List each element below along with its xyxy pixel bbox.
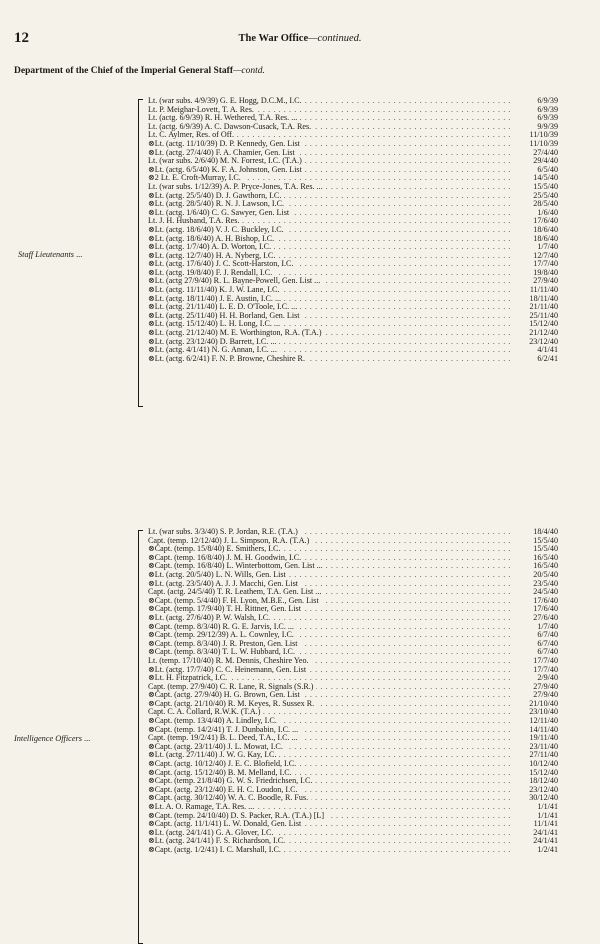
list-entry: [148, 614, 558, 623]
list-entry: [148, 183, 558, 192]
list-entry: [148, 597, 558, 606]
entry-name: ⊗Capt. (temp. 16/8/40) L. Winterbottom, Gen. List ...: [148, 562, 326, 571]
entry-name: ⊗Lt. (actg. 11/10/39) D. P. Kennedy, Gen. List: [148, 140, 303, 149]
entry-date: 15/5/40: [514, 545, 558, 554]
list-entry: [148, 648, 558, 657]
entry-date: 1/1/41: [514, 803, 558, 812]
list-entry: [148, 114, 558, 123]
entry-date: 11/11/40: [514, 286, 558, 295]
group-brace: [138, 530, 143, 944]
list-entry: [148, 691, 558, 700]
entry-name: ⊗Lt. (actg. 11/11/40) K. J. W. Lane, I.C.: [148, 286, 282, 295]
entry-name: ⊗Lt. (actg. 1/7/40) A. D. Worton, I.C.: [148, 243, 274, 252]
list-entry: [148, 200, 558, 209]
entry-name: ⊗Lt. (actg. 21/11/40) L. E. D. O'Toole, I.C. ...: [148, 303, 300, 312]
list-entry: [148, 777, 558, 786]
list-entry: [148, 545, 558, 554]
entry-name: ⊗Lt. (actg. 24/1/41) F. S. Richardson, I.C.: [148, 837, 288, 846]
list-entry: [148, 252, 558, 261]
entry-date: 25/11/40: [514, 312, 558, 321]
list-entry: [148, 355, 558, 364]
entry-date: 20/5/40: [514, 571, 558, 580]
list-entry: [148, 226, 558, 235]
entry-name: Capt. C. A. Collard, R.W.K. (T.A.): [148, 708, 263, 717]
entry-date: 21/12/40: [514, 329, 558, 338]
entry-name: ⊗Capt. (temp. 29/12/39) A. L. Cownley, I.C.: [148, 631, 297, 640]
entry-date: 15/5/40: [514, 537, 558, 546]
list-entry: [148, 829, 558, 838]
running-title-text: The War Office: [238, 33, 309, 44]
entry-name: ⊗Lt. (actg. 12/7/40) H. A. Nyberg, I.C.: [148, 252, 278, 261]
entry-name: ⊗Capt. (actg. 21/10/40) R. M. Keyes, R. Sussex R.: [148, 700, 317, 709]
entry-date: 11/10/39: [514, 131, 558, 140]
entry-name: ⊗Capt. (actg. 15/12/40) B. M. Melland, I.C.: [148, 769, 295, 778]
entry-date: 27/11/40: [514, 751, 558, 760]
list-entry: [148, 751, 558, 760]
list-entry: [148, 623, 558, 632]
list-entry: [148, 726, 558, 735]
list-entry: [148, 338, 558, 347]
entry-date: 17/7/40: [514, 260, 558, 269]
entry-date: 18/12/40: [514, 777, 558, 786]
entry-date: 27/4/40: [514, 149, 558, 158]
entry-name: ⊗Capt. (temp. 24/10/40) D. S. Packer, R.A. (T.A.) [L]: [148, 812, 327, 821]
list-entry: [148, 320, 558, 329]
department-heading-text: Department of the Chief of the Imperial General Staff: [14, 66, 233, 76]
entry-date: 27/6/40: [514, 614, 558, 623]
entry-name: ⊗Lt. (actg. 15/12/40) L. H. Long, I.C. ...: [148, 320, 283, 329]
list-entry: [148, 243, 558, 252]
entry-name: Capt. (temp. 27/9/40) C. R. Lane, R. Signals (S.R.): [148, 683, 316, 692]
entry-name: ⊗Lt. (actg. 27/4/40) F. A. Chamier, Gen. List: [148, 149, 298, 158]
group-label-leader: ...: [76, 250, 83, 259]
entry-name: Lt. P. Meighar-Lovett, T. A. Res.: [148, 106, 257, 115]
staff-lieutenants-list: [148, 97, 558, 363]
list-entry: [148, 683, 558, 692]
page-number: 12: [14, 30, 29, 46]
group-brace: [138, 99, 143, 407]
entry-date: 23/12/40: [514, 338, 558, 347]
running-title: [0, 33, 600, 44]
list-entry: [148, 708, 558, 717]
entry-name: Capt. (actg. 24/5/40) T. R. Leathem, T.A. Gen. List ...: [148, 588, 324, 597]
intelligence-officers-list: [148, 528, 558, 855]
entry-date: 17/6/40: [514, 597, 558, 606]
entry-name: ⊗Lt. (actg. 17/7/40) C. C. Heinemann, Gen. List: [148, 666, 309, 675]
entry-name: ⊗Capt. (temp. 5/4/40) F. H. Lyon, M.B.E., Gen. List: [148, 597, 322, 606]
entry-name: ⊗Lt. (actg. 18/11/40) J. E. Austin, I.C. ...: [148, 295, 284, 304]
list-entry: [148, 149, 558, 158]
list-entry: [148, 346, 558, 355]
entry-name: ⊗Capt. (actg. 30/12/40) W. A. C. Boodle, R. Fus.: [148, 794, 311, 803]
list-entry: [148, 97, 558, 106]
entry-name: ⊗Lt. (actg. 23/5/40) A. J. J. Macchi, Gen. List: [148, 580, 301, 589]
entry-date: 24/1/41: [514, 837, 558, 846]
list-entry: [148, 820, 558, 829]
list-entry: [148, 235, 558, 244]
entry-name: Lt. (war subs. 3/3/40) S. P. Jordan, R.E. (T.A.): [148, 528, 301, 537]
entry-name: Lt. (actg. 6/9/39) R. H. Wethered, T.A. Res. ...: [148, 114, 300, 123]
list-entry: [148, 277, 558, 286]
entry-date: 9/9/39: [514, 123, 558, 132]
entry-date: 15/12/40: [514, 320, 558, 329]
list-entry: [148, 329, 558, 338]
entry-date: 17/6/40: [514, 605, 558, 614]
entry-name: ⊗Lt. A. O. Ramage, T.A. Res. ...: [148, 803, 257, 812]
list-entry: [148, 666, 558, 675]
entry-name: ⊗Capt. (temp. 8/3/40) R. G. E. Jarvis, I.C. ...: [148, 623, 297, 632]
list-entry: [148, 131, 558, 140]
entry-name: ⊗Lt. (actg. 17/6/40) J. C. Scott-Harston, I.C.: [148, 260, 296, 269]
entry-date: 11/10/39: [514, 140, 558, 149]
entry-date: 23/11/40: [514, 743, 558, 752]
entry-name: ⊗Lt. (actg. 21/12/40) M. E. Worthington, R.A. (T.A.): [148, 329, 325, 338]
entry-name: ⊗Capt. (temp. 16/8/40) J. M. H. Goodwin, I.C.: [148, 554, 304, 563]
list-entry: [148, 106, 558, 115]
list-entry: [148, 760, 558, 769]
entry-date: 21/10/40: [514, 700, 558, 709]
list-entry: [148, 846, 558, 855]
department-heading: [14, 66, 265, 76]
entry-date: 27/9/40: [514, 277, 558, 286]
entry-date: 6/5/40: [514, 166, 558, 175]
entry-date: 1/6/40: [514, 209, 558, 218]
entry-name: ⊗Lt. (actg. 20/5/40) L. N. Wills, Gen. List: [148, 571, 289, 580]
list-entry: [148, 192, 558, 201]
list-entry: [148, 571, 558, 580]
entry-name: ⊗Lt. (actg. 27/6/40) P. W. Walsh, I.C.: [148, 614, 273, 623]
entry-date: 29/4/40: [514, 157, 558, 166]
entry-name: ⊗Lt. (actg. 23/12/40) D. Barrett, I.C. ...: [148, 338, 279, 347]
list-entry: [148, 260, 558, 269]
entry-date: 27/9/40: [514, 691, 558, 700]
list-entry: [148, 786, 558, 795]
entry-name: Lt. (temp. 17/10/40) R. M. Dennis, Cheshire Yeo.: [148, 657, 312, 666]
list-entry: [148, 734, 558, 743]
entry-date: 17/7/40: [514, 666, 558, 675]
entry-date: 23/5/40: [514, 580, 558, 589]
entry-date: 14/11/40: [514, 726, 558, 735]
list-entry: [148, 837, 558, 846]
list-entry: [148, 217, 558, 226]
entry-date: 24/5/40: [514, 588, 558, 597]
entry-name: ⊗Capt. (temp. 21/8/40) G. W. S. Friedrichsen, I.C.: [148, 777, 315, 786]
staff-lieutenants-label: [18, 250, 138, 259]
department-heading-suffix: —contd.: [232, 66, 265, 76]
entry-date: 18/6/40: [514, 226, 558, 235]
entry-name: Lt. (war subs. 2/6/40) M. N. Forrest, I.C. (T.A.): [148, 157, 305, 166]
entry-date: 27/9/40: [514, 683, 558, 692]
list-entry: [148, 803, 558, 812]
entry-date: 21/11/40: [514, 303, 558, 312]
list-entry: [148, 174, 558, 183]
entry-name: ⊗Lt. (actg. 27/11/40) J. W. G. Kay, I.C.: [148, 751, 279, 760]
list-entry: [148, 794, 558, 803]
entry-date: 15/5/40: [514, 183, 558, 192]
entry-name: ⊗Capt. (temp. 17/9/40) T. H. Rittner, Gen. List: [148, 605, 304, 614]
list-entry: [148, 537, 558, 546]
list-entry: [148, 312, 558, 321]
entry-name: ⊗Lt. (actg. 6/2/41) F. N. P. Browne, Cheshire R.: [148, 355, 308, 364]
entry-date: 6/7/40: [514, 640, 558, 649]
entry-date: 6/7/40: [514, 631, 558, 640]
list-entry: [148, 123, 558, 132]
list-entry: [148, 674, 558, 683]
entry-date: 2/9/40: [514, 674, 558, 683]
entry-name: Capt. (temp. 12/12/40) J. L. Simpson, R.A. (T.A.): [148, 537, 312, 546]
entry-name: Lt. C. Aylmer, Res. of Off.: [148, 131, 237, 140]
list-entry: [148, 640, 558, 649]
entry-date: 18/4/40: [514, 528, 558, 537]
entry-name: ⊗Capt. (temp. 13/4/40) A. Lindley, I.C.: [148, 717, 280, 726]
entry-name: Lt. (actg. 6/9/39) A. C. Dawson-Cusack, T.A. Res.: [148, 123, 314, 132]
list-entry: [148, 140, 558, 149]
entry-date: 19/11/40: [514, 734, 558, 743]
entry-date: 1/1/41: [514, 812, 558, 821]
entry-date: 1/2/41: [514, 846, 558, 855]
entry-date: 16/5/40: [514, 554, 558, 563]
list-entry: [148, 269, 558, 278]
entry-name: ⊗Capt. (temp. 8/3/40) J. R. Preston, Gen. List: [148, 640, 301, 649]
entry-name: ⊗Capt. (actg. 27/9/40) H. G. Brown, Gen. List: [148, 691, 303, 700]
entry-date: 6/9/39: [514, 106, 558, 115]
entry-name: ⊗Lt. (actg. 28/5/40) R. N. J. Lawson, I.C.: [148, 200, 287, 209]
entry-date: 18/11/40: [514, 295, 558, 304]
entry-name: ⊗2 Lt. E. Croft-Murray, I.C.: [148, 174, 244, 183]
list-entry: [148, 812, 558, 821]
list-entry: [148, 769, 558, 778]
entry-date: 4/1/41: [514, 346, 558, 355]
entry-date: 28/5/40: [514, 200, 558, 209]
list-entry: [148, 554, 558, 563]
entry-name: ⊗Capt. (actg. 1/2/41) I. C. Marshall, I.C.: [148, 846, 284, 855]
list-entry: [148, 295, 558, 304]
group-label-leader: ...: [84, 734, 91, 743]
list-entry: [148, 157, 558, 166]
list-entry: [148, 580, 558, 589]
entry-name: ⊗Capt. (actg. 11/1/41) L. W. Donald, Gen. List: [148, 820, 304, 829]
entry-name: Lt. (war subs. 4/9/39) G. E. Hogg, D.C.M., I.C.: [148, 97, 305, 106]
entry-date: 16/5/40: [514, 562, 558, 571]
entry-name: ⊗Capt. (actg. 10/12/40) J. E. C. Blofield, I.C.: [148, 760, 299, 769]
entry-date: 12/11/40: [514, 717, 558, 726]
entry-date: 19/8/40: [514, 269, 558, 278]
entry-name: ⊗Lt. (actg. 25/11/40) H. H. Borland, Gen. List: [148, 312, 302, 321]
entry-date: 6/2/41: [514, 355, 558, 364]
entry-date: 6/9/39: [514, 114, 558, 123]
entry-date: 30/12/40: [514, 794, 558, 803]
entry-date: 17/7/40: [514, 657, 558, 666]
entry-name: Lt. (war subs. 1/12/39) A. P. Pryce-Jones, T.A. Res. ...: [148, 183, 326, 192]
entry-name: ⊗Capt. (actg. 23/11/40) J. L. Mowat, I.C.: [148, 743, 286, 752]
list-entry: [148, 528, 558, 537]
list-entry: [148, 605, 558, 614]
entry-name: ⊗Lt. (actg. 18/6/40) A. H. Bishop, I.C.: [148, 235, 277, 244]
entry-name: Lt. J. H. Husband, T.A. Res.: [148, 217, 242, 226]
list-entry: [148, 166, 558, 175]
entry-date: 1/7/40: [514, 623, 558, 632]
entry-name: ⊗Lt. (actg. 25/5/40) D. J. Gawthorn, I.C.: [148, 192, 284, 201]
entry-date: 6/7/40: [514, 648, 558, 657]
entry-date: 24/1/41: [514, 829, 558, 838]
list-entry: [148, 286, 558, 295]
list-entry: [148, 209, 558, 218]
group-label-text: Staff Lieutenants: [18, 250, 75, 259]
entry-date: 25/5/40: [514, 192, 558, 201]
entry-name: ⊗Capt. (temp. 15/8/40) E. Smithers, I.C.: [148, 545, 283, 554]
entry-name: ⊗Capt. (actg. 23/12/40) E. H. C. Loudon, I.C.: [148, 786, 301, 795]
list-entry: [148, 588, 558, 597]
list-entry: [148, 743, 558, 752]
list-entry: [148, 562, 558, 571]
entry-name: Capt. (temp. 19/2/41) B. L. Deed, T.A., I.C. ...: [148, 734, 301, 743]
entry-date: 15/12/40: [514, 769, 558, 778]
entry-name: ⊗Lt. (actg. 4/1/41) N. G. Annan, I.C. ...: [148, 346, 280, 355]
entry-name: ⊗Lt. (actg 27/9/40) R. L. Bayne-Powell, Gen. List ...: [148, 277, 323, 286]
entry-name: ⊗Lt. (actg. 6/5/40) K. F. A. Johnston, Gen. List: [148, 166, 305, 175]
entry-date: 23/10/40: [514, 708, 558, 717]
entry-date: 12/7/40: [514, 252, 558, 261]
running-title-suffix: —continued.: [308, 33, 362, 44]
entry-date: 17/6/40: [514, 217, 558, 226]
entry-name: ⊗Capt. (temp. 14/2/41) T. J. Dunbabin, I.C. ...: [148, 726, 301, 735]
list-entry: [148, 717, 558, 726]
entry-name: ⊗Lt. (actg. 19/8/40) F. J. Rendall, I.C.: [148, 269, 275, 278]
entry-name: ⊗Capt. (temp. 8/3/40) T. L. W. Hubbard, I.C.: [148, 648, 298, 657]
list-entry: [148, 303, 558, 312]
entry-date: 6/9/39: [514, 97, 558, 106]
entry-name: ⊗Lt. (actg. 18/6/40) V. J. C. Buckley, I.C.: [148, 226, 287, 235]
entry-date: 11/1/41: [514, 820, 558, 829]
entry-name: ⊗Lt. (actg. 24/1/41) G. A. Glover, I.C.: [148, 829, 276, 838]
list-entry: [148, 631, 558, 640]
entry-name: ⊗Lt. (actg. 1/6/40) C. G. Sawyer, Gen. List: [148, 209, 292, 218]
entry-date: 18/6/40: [514, 235, 558, 244]
entry-date: 23/12/40: [514, 786, 558, 795]
intelligence-officers-label: [14, 734, 134, 743]
group-label-text: Intelligence Officers: [14, 734, 82, 743]
entry-date: 1/7/40: [514, 243, 558, 252]
list-entry: [148, 657, 558, 666]
entry-name: ⊗Lt. H. Fitzpatrick, I.C.: [148, 674, 230, 683]
entry-date: 10/12/40: [514, 760, 558, 769]
entry-date: 14/5/40: [514, 174, 558, 183]
list-entry: [148, 700, 558, 709]
